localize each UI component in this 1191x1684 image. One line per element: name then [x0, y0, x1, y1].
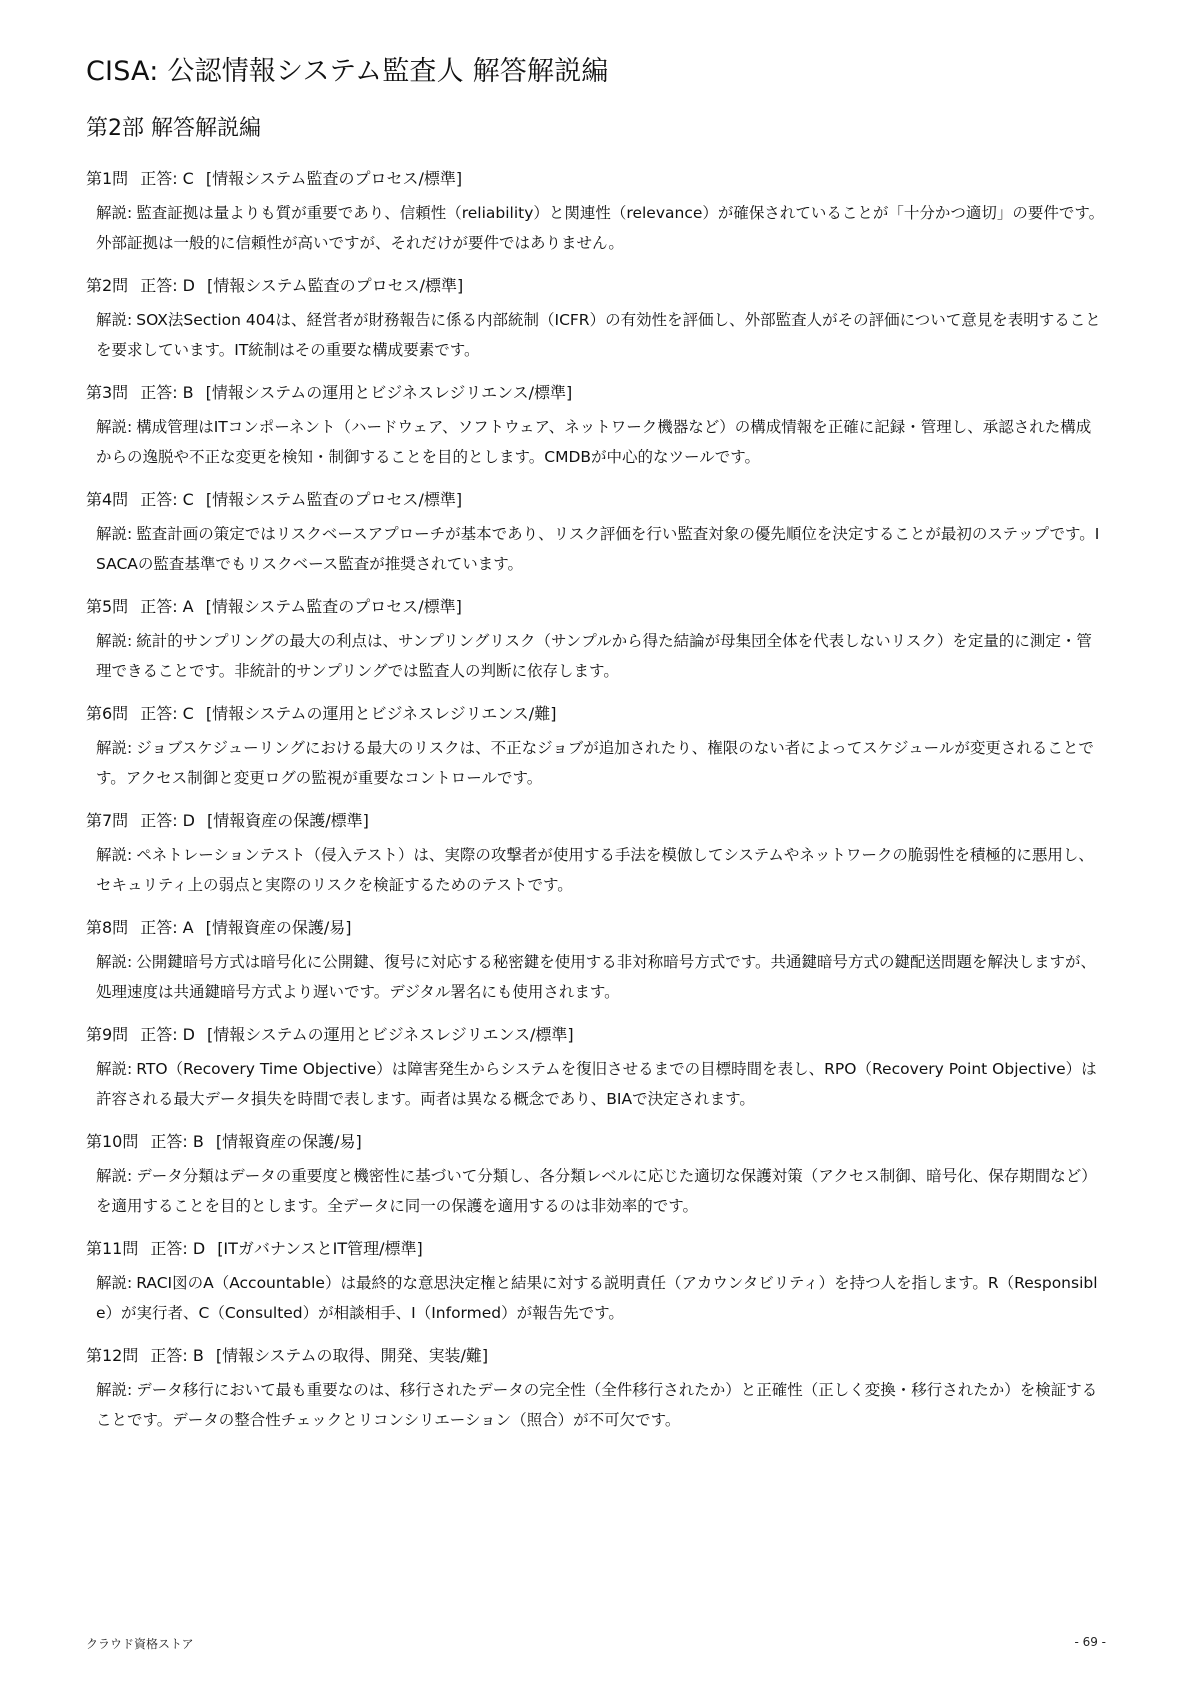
- correct-answer: 正答: C: [140, 490, 194, 509]
- correct-answer: 正答: D: [140, 811, 195, 830]
- correct-answer: 正答: B: [150, 1132, 204, 1151]
- correct-answer: 正答: B: [140, 383, 194, 402]
- question-number: 第4問: [86, 490, 129, 509]
- answer-item: [86, 275, 1106, 365]
- explanation: [86, 1268, 1106, 1328]
- explanation-text: ジョブスケジューリングにおける最大のリスクは、不正なジョブが追加されたり、権限のない者によってスケジュールが変更されることです。アクセス制御と変更ログの監視が重要なコントロールです。: [96, 739, 1094, 787]
- explanation-label: 解説:: [96, 311, 133, 329]
- correct-answer: 正答: C: [140, 704, 194, 723]
- question-number: 第5問: [86, 597, 129, 616]
- question-number: 第8問: [86, 918, 129, 937]
- question-category: [情報システム監査のプロセス/標準]: [205, 597, 462, 616]
- answer-item: [86, 489, 1106, 579]
- answer-item: [86, 1238, 1106, 1328]
- correct-answer: 正答: A: [140, 918, 194, 937]
- question-number: 第9問: [86, 1025, 129, 1044]
- document-page: [86, 52, 1106, 1452]
- explanation-text: 公開鍵暗号方式は暗号化に公開鍵、復号に対応する秘密鍵を使用する非対称暗号方式です。共通鍵暗号方式の鍵配送問題を解決しますが、処理速度は共通鍵暗号方式より遅いです。デジタル署名にも使用されます。: [96, 953, 1096, 1001]
- explanation: [86, 947, 1106, 1007]
- explanation-label: 解説:: [96, 846, 133, 864]
- answer-list: [86, 168, 1106, 1435]
- question-number: 第12問: [86, 1346, 139, 1365]
- question-category: [情報システム監査のプロセス/標準]: [205, 169, 463, 188]
- footer-publisher: クラウド資格ストア: [86, 1637, 194, 1651]
- explanation-label: 解説:: [96, 525, 133, 543]
- question-number: 第11問: [86, 1239, 139, 1258]
- explanation-text: SOX法Section 404は、経営者が財務報告に係る内部統制（ICFR）の有効性を評価し、外部監査人がその評価について意見を表明することを要求しています。IT統制はその重要な構成要素です。: [96, 311, 1101, 359]
- section-title: 第2部 解答解説編: [86, 116, 261, 141]
- explanation-label: 解説:: [96, 1381, 133, 1399]
- correct-answer: 正答: C: [140, 169, 194, 188]
- answer-header: [86, 1238, 1106, 1260]
- explanation: [86, 1375, 1106, 1435]
- question-number: 第3問: [86, 383, 129, 402]
- answer-item: [86, 810, 1106, 900]
- answer-header: [86, 275, 1106, 297]
- correct-answer: 正答: B: [150, 1346, 204, 1365]
- explanation-text: 構成管理はITコンポーネント（ハードウェア、ソフトウェア、ネットワーク機器など）の構成情報を正確に記録・管理し、承認された構成からの逸脱や不正な変更を検知・制御することを目的とします。CMDBが中心的なツールです。: [96, 418, 1092, 466]
- correct-answer: 正答: D: [140, 1025, 195, 1044]
- answer-header: [86, 703, 1106, 725]
- answer-header: [86, 1024, 1106, 1046]
- correct-answer: 正答: D: [140, 276, 195, 295]
- explanation-text: 監査計画の策定ではリスクベースアプローチが基本であり、リスク評価を行い監査対象の優先順位を決定することが最初のステップです。ISACAの監査基準でもリスクベース監査が推奨されています。: [96, 525, 1100, 573]
- question-category: [情報システムの運用とビジネスレジリエンス/難]: [205, 704, 557, 723]
- explanation-text: RTO（Recovery Time Objective）は障害発生からシステムを復旧させるまでの目標時間を表し、RPO（Recovery Point Objective）は許容される最大データ損失を時間で表します。両者は異なる概念であり、BIAで決定されます。: [96, 1060, 1097, 1108]
- question-category: [情報システム監査のプロセス/標準]: [207, 276, 464, 295]
- correct-answer: 正答: D: [150, 1239, 206, 1258]
- question-category: [情報システムの運用とビジネスレジリエンス/標準]: [205, 383, 573, 402]
- explanation-label: 解説:: [96, 204, 133, 222]
- question-number: 第7問: [86, 811, 129, 830]
- explanation-text: データ分類はデータの重要度と機密性に基づいて分類し、各分類レベルに応じた適切な保護対策（アクセス制御、暗号化、保存期間など）を適用することを目的とします。全データに同一の保護を適用するのは非効率的です。: [96, 1167, 1097, 1215]
- answer-header: [86, 489, 1106, 511]
- explanation-text: 統計的サンプリングの最大の利点は、サンプリングリスク（サンプルから得た結論が母集団全体を代表しないリスク）を定量的に測定・管理できることです。非統計的サンプリングでは監査人の判断に依存します。: [96, 632, 1092, 680]
- explanation-text: RACI図のA（Accountable）は最終的な意思決定権と結果に対する説明責任（アカウンタビリティ）を持つ人を指します。R（Responsible）が実行者、C（Consulted）が相談相手、I（Informed）が報告先です。: [96, 1274, 1098, 1322]
- answer-header: [86, 596, 1106, 618]
- explanation-label: 解説:: [96, 1060, 133, 1078]
- explanation: [86, 198, 1106, 258]
- answer-item: [86, 596, 1106, 686]
- explanation: [86, 1054, 1106, 1114]
- explanation: [86, 626, 1106, 686]
- explanation-label: 解説:: [96, 418, 133, 436]
- explanation-text: ペネトレーションテスト（侵入テスト）は、実際の攻撃者が使用する手法を模倣してシステムやネットワークの脆弱性を積極的に悪用し、セキュリティ上の弱点と実際のリスクを検証するためのテストです。: [96, 846, 1094, 894]
- question-number: 第10問: [86, 1132, 139, 1151]
- explanation-label: 解説:: [96, 1274, 133, 1292]
- explanation-label: 解説:: [96, 953, 133, 971]
- question-number: 第2問: [86, 276, 129, 295]
- question-category: [情報資産の保護/易]: [205, 918, 352, 937]
- answer-header: [86, 382, 1106, 404]
- explanation: [86, 412, 1106, 472]
- question-category: [情報システムの運用とビジネスレジリエンス/標準]: [207, 1025, 574, 1044]
- answer-item: [86, 1131, 1106, 1221]
- explanation-label: 解説:: [96, 1167, 133, 1185]
- question-category: [情報資産の保護/標準]: [207, 811, 369, 830]
- question-number: 第6問: [86, 704, 129, 723]
- explanation-label: 解説:: [96, 739, 133, 757]
- explanation: [86, 733, 1106, 793]
- explanation-label: 解説:: [96, 632, 133, 650]
- question-category: [情報システムの取得、開発、実装/難]: [215, 1346, 489, 1365]
- question-category: [情報資産の保護/易]: [215, 1132, 362, 1151]
- answer-header: [86, 810, 1106, 832]
- answer-item: [86, 1024, 1106, 1114]
- explanation: [86, 1161, 1106, 1221]
- explanation-text: 監査証拠は量よりも質が重要であり、信頼性（reliability）と関連性（relevance）が確保されていることが「十分かつ適切」の要件です。外部証拠は一般的に信頼性が高いですが、それだけが要件ではありません。: [96, 204, 1105, 252]
- answer-item: [86, 168, 1106, 258]
- answer-item: [86, 1345, 1106, 1435]
- document-title: CISA: 公認情報システム監査人 解答解説編: [86, 56, 609, 87]
- answer-item: [86, 382, 1106, 472]
- question-category: [ITガバナンスとIT管理/標準]: [217, 1239, 423, 1258]
- answer-header: [86, 1131, 1106, 1153]
- answer-item: [86, 917, 1106, 1007]
- answer-item: [86, 703, 1106, 793]
- footer-page-number: - 69 -: [1074, 1635, 1106, 1649]
- explanation: [86, 305, 1106, 365]
- explanation: [86, 519, 1106, 579]
- answer-header: [86, 1345, 1106, 1367]
- question-category: [情報システム監査のプロセス/標準]: [205, 490, 463, 509]
- correct-answer: 正答: A: [140, 597, 194, 616]
- explanation-text: データ移行において最も重要なのは、移行されたデータの完全性（全件移行されたか）と正確性（正しく変換・移行されたか）を検証することです。データの整合性チェックとリコンシリエーション（照合）が不可欠です。: [96, 1381, 1098, 1429]
- explanation: [86, 840, 1106, 900]
- question-number: 第1問: [86, 169, 129, 188]
- answer-header: [86, 917, 1106, 939]
- answer-header: [86, 168, 1106, 190]
